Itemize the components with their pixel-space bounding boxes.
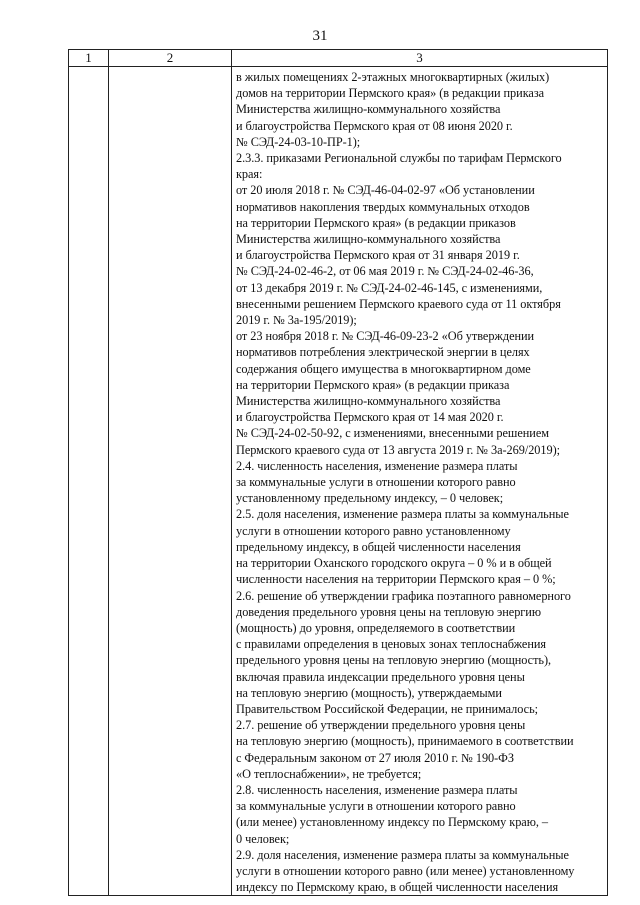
text-line: Пермского краевого суда от 13 августа 2019 г. № 3а-269/2019); — [236, 442, 560, 457]
text-line: домов на территории Пермского края» (в редакции приказа — [236, 86, 545, 101]
document-table — [68, 49, 608, 896]
column-2-cell — [109, 67, 232, 896]
column-1-cell — [69, 67, 109, 896]
text-line: 2.8. численность населения, изменение размера платы — [236, 782, 518, 797]
text-line: 0 человек; — [236, 831, 290, 846]
text-line: индексу по Пермскому краю, в общей численности населения — [236, 880, 559, 895]
text-line: и благоустройства Пермского края от 08 июня 2020 г. — [236, 118, 513, 133]
text-line: и благоустройства Пермского края от 14 мая 2020 г. — [236, 410, 504, 425]
text-line: на территории Пермского края» (в редакции приказа — [236, 377, 510, 392]
column-3-text — [236, 69, 605, 895]
text-line: Министерства жилищно-коммунального хозяйства — [236, 102, 501, 117]
text-line: «О теплоснабжении», не требуется; — [236, 766, 422, 781]
text-line: 2.4. численность населения, изменение размера платы — [236, 458, 518, 473]
text-line: 2.3.3. приказами Региональной службы по тарифам Пермского — [236, 151, 562, 166]
text-line: предельного уровня цены на тепловую энергию (мощность), — [236, 653, 552, 668]
text-line: № СЭД-24-03-10-ПР-1); — [236, 134, 361, 149]
text-line: 2019 г. № 3а-195/2019); — [236, 313, 357, 328]
table-row — [69, 67, 608, 896]
text-line: с Федеральным законом от 27 июля 2010 г. № 190-ФЗ — [236, 750, 514, 765]
text-line: № СЭД-24-02-50-92, с изменениями, внесенными решением — [236, 426, 549, 441]
text-line: в жилых помещениях 2-этажных многоквартирных (жилых) — [236, 70, 550, 84]
column-header-1: 1 — [69, 50, 109, 67]
text-line: за коммунальные услуги в отношении которого равно — [236, 475, 516, 490]
text-line: 2.5. доля населения, изменение размера платы за коммунальные — [236, 507, 569, 522]
text-line: внесенными решением Пермского краевого суда от 11 октября — [236, 296, 561, 311]
text-line: Правительством Российской Федерации, не принималось; — [236, 701, 538, 716]
text-line: на тепловую энергию (мощность), утверждаемыми — [236, 685, 502, 700]
text-line: 2.9. доля населения, изменение размера платы за коммунальные — [236, 847, 569, 862]
text-line: численности населения на территории Пермского края – 0 %; — [236, 572, 556, 587]
text-line: от 13 декабря 2019 г. № СЭД-24-02-46-145, с изменениями, — [236, 280, 543, 295]
column-header-2: 2 — [109, 50, 232, 67]
column-3-cell — [232, 67, 608, 896]
text-line: Министерства жилищно-коммунального хозяйства — [236, 394, 501, 409]
text-line: от 20 июля 2018 г. № СЭД-46-04-02-97 «Об установлении — [236, 183, 535, 198]
text-line: включая правила индексации предельного уровня цены — [236, 669, 525, 684]
text-line: 2.7. решение об утверждении предельного уровня цены — [236, 718, 526, 733]
column-header-3: 3 — [232, 50, 608, 67]
text-line: на территории Пермского края» (в редакции приказов — [236, 215, 516, 230]
text-line: за коммунальные услуги в отношении которого равно — [236, 799, 516, 814]
text-line: (мощность) до уровня, определяемого в соответствии — [236, 620, 516, 635]
text-line: № СЭД-24-02-46-2, от 06 мая 2019 г. № СЭД-24-02-46-36, — [236, 264, 534, 279]
text-line: предельному индексу, в общей численности населения — [236, 539, 521, 554]
text-line: Министерства жилищно-коммунального хозяйства — [236, 232, 501, 247]
text-line: на территории Оханского городского округа – 0 % и в общей — [236, 556, 552, 571]
text-line: услуги в отношении которого равно установленному — [236, 523, 511, 538]
text-line: услуги в отношении которого равно (или менее) установленному — [236, 863, 575, 878]
text-line: (или менее) установленному индексу по Пермскому краю, – — [236, 815, 548, 830]
text-line: доведения предельного уровня цены на тепловую энергию — [236, 604, 541, 619]
text-line: установленному предельному индексу, – 0 человек; — [236, 491, 504, 506]
page-number: 31 — [312, 28, 328, 44]
table-header-row — [69, 50, 608, 67]
text-line: от 23 ноября 2018 г. № СЭД-46-09-23-2 «Об утверждении — [236, 329, 535, 344]
text-line: нормативов потребления электрической энергии в целях — [236, 345, 530, 360]
text-line: и благоустройства Пермского края от 31 января 2019 г. — [236, 248, 520, 263]
text-line: нормативов накопления твердых коммунальных отходов — [236, 199, 530, 214]
text-line: содержания общего имущества в многоквартирном доме — [236, 361, 531, 376]
text-line: 2.6. решение об утверждении графика поэтапного равномерного — [236, 588, 571, 603]
text-line: на тепловую энергию (мощность), принимаемого в соответствии — [236, 734, 574, 749]
text-line: края: — [236, 167, 263, 182]
text-line: с правилами определения в ценовых зонах теплоснабжения — [236, 637, 547, 652]
